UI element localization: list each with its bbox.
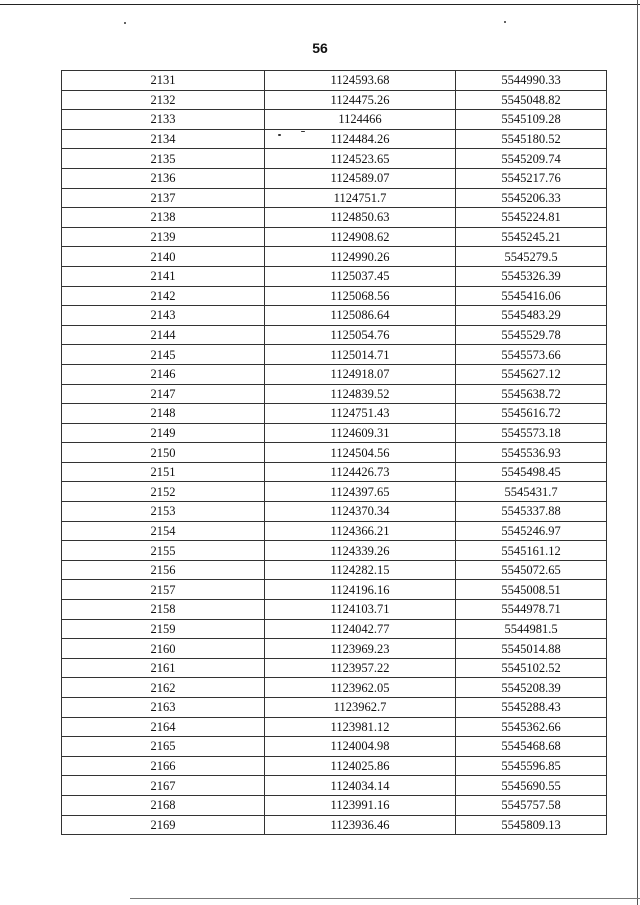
point-number-cell: 2134 [62, 129, 265, 149]
table-row [62, 423, 607, 443]
table-row [62, 600, 607, 620]
x-coordinate-cell: 1124339.26 [265, 541, 456, 561]
scan-speck [504, 21, 506, 23]
point-number-cell: 2131 [62, 71, 265, 91]
y-coordinate-cell: 5545536.93 [456, 443, 607, 463]
x-coordinate-cell: 1124196.16 [265, 580, 456, 600]
y-coordinate-cell: 5545468.68 [456, 737, 607, 757]
point-number-cell: 2138 [62, 208, 265, 228]
x-coordinate-cell: 1124103.71 [265, 600, 456, 620]
y-coordinate-cell: 5545498.45 [456, 462, 607, 482]
y-coordinate-cell: 5545326.39 [456, 266, 607, 286]
table-row [62, 286, 607, 306]
point-number-cell: 2165 [62, 737, 265, 757]
x-coordinate-cell: 1124426.73 [265, 462, 456, 482]
x-coordinate-cell: 1124370.34 [265, 502, 456, 522]
table-row [62, 815, 607, 835]
table-row [62, 90, 607, 110]
point-number-cell: 2168 [62, 795, 265, 815]
y-coordinate-cell: 5545180.52 [456, 129, 607, 149]
page-right-border [637, 0, 638, 905]
point-number-cell: 2146 [62, 364, 265, 384]
y-coordinate-cell: 5545616.72 [456, 404, 607, 424]
y-coordinate-cell: 5545072.65 [456, 560, 607, 580]
x-coordinate-cell: 1124042.77 [265, 619, 456, 639]
x-coordinate-cell: 1124025.86 [265, 756, 456, 776]
x-coordinate-cell: 1124839.52 [265, 384, 456, 404]
x-coordinate-cell: 1125014.71 [265, 345, 456, 365]
y-coordinate-cell: 5545246.97 [456, 521, 607, 541]
y-coordinate-cell: 5545208.39 [456, 678, 607, 698]
x-coordinate-cell: 1124918.07 [265, 364, 456, 384]
table-row [62, 364, 607, 384]
y-coordinate-cell: 5545431.7 [456, 482, 607, 502]
y-coordinate-cell: 5545573.18 [456, 423, 607, 443]
x-coordinate-cell: 1124466 [265, 110, 456, 130]
x-coordinate-cell: 1123962.7 [265, 698, 456, 718]
x-coordinate-cell: 1123962.05 [265, 678, 456, 698]
table-row [62, 404, 607, 424]
y-coordinate-cell: 5544981.5 [456, 619, 607, 639]
table-row [62, 737, 607, 757]
point-number-cell: 2164 [62, 717, 265, 737]
x-coordinate-cell: 1124504.56 [265, 443, 456, 463]
x-coordinate-cell: 1124004.98 [265, 737, 456, 757]
coordinates-table-body [62, 71, 607, 835]
y-coordinate-cell: 5544990.33 [456, 71, 607, 91]
point-number-cell: 2160 [62, 639, 265, 659]
table-row [62, 482, 607, 502]
point-number-cell: 2148 [62, 404, 265, 424]
table-row [62, 462, 607, 482]
table-row [62, 443, 607, 463]
y-coordinate-cell: 5545362.66 [456, 717, 607, 737]
y-coordinate-cell: 5545573.66 [456, 345, 607, 365]
table-row [62, 325, 607, 345]
table-row [62, 717, 607, 737]
point-number-cell: 2166 [62, 756, 265, 776]
y-coordinate-cell: 5545161.12 [456, 541, 607, 561]
table-row [62, 560, 607, 580]
table-row [62, 168, 607, 188]
point-number-cell: 2144 [62, 325, 265, 345]
y-coordinate-cell: 5545638.72 [456, 384, 607, 404]
point-number-cell: 2155 [62, 541, 265, 561]
x-coordinate-cell: 1125086.64 [265, 306, 456, 326]
point-number-cell: 2142 [62, 286, 265, 306]
table-row [62, 795, 607, 815]
x-coordinate-cell: 1124908.62 [265, 227, 456, 247]
x-coordinate-cell: 1124282.15 [265, 560, 456, 580]
y-coordinate-cell: 5545048.82 [456, 90, 607, 110]
y-coordinate-cell: 5545245.21 [456, 227, 607, 247]
y-coordinate-cell: 5545209.74 [456, 149, 607, 169]
table-row [62, 580, 607, 600]
table-row [62, 756, 607, 776]
x-coordinate-cell: 1125037.45 [265, 266, 456, 286]
y-coordinate-cell: 5545206.33 [456, 188, 607, 208]
table-row [62, 345, 607, 365]
x-coordinate-cell: 1124609.31 [265, 423, 456, 443]
point-number-cell: 2153 [62, 502, 265, 522]
point-number-cell: 2162 [62, 678, 265, 698]
point-number-cell: 2152 [62, 482, 265, 502]
table-row [62, 129, 607, 149]
y-coordinate-cell: 5545809.13 [456, 815, 607, 835]
table-row [62, 521, 607, 541]
table-row [62, 227, 607, 247]
y-coordinate-cell: 5545288.43 [456, 698, 607, 718]
point-number-cell: 2140 [62, 247, 265, 267]
y-coordinate-cell: 5544978.71 [456, 600, 607, 620]
x-coordinate-cell: 1124366.21 [265, 521, 456, 541]
point-number-cell: 2141 [62, 266, 265, 286]
point-number-cell: 2143 [62, 306, 265, 326]
table-row [62, 188, 607, 208]
point-number-cell: 2150 [62, 443, 265, 463]
x-coordinate-cell: 1124484.26 [265, 129, 456, 149]
x-coordinate-cell: 1124751.7 [265, 188, 456, 208]
table-row [62, 306, 607, 326]
x-coordinate-cell: 1123981.12 [265, 717, 456, 737]
y-coordinate-cell: 5545690.55 [456, 776, 607, 796]
y-coordinate-cell: 5545279.5 [456, 247, 607, 267]
y-coordinate-cell: 5545224.81 [456, 208, 607, 228]
x-coordinate-cell: 1125068.56 [265, 286, 456, 306]
table-row [62, 110, 607, 130]
point-number-cell: 2139 [62, 227, 265, 247]
point-number-cell: 2147 [62, 384, 265, 404]
x-coordinate-cell: 1124990.26 [265, 247, 456, 267]
y-coordinate-cell: 5545596.85 [456, 756, 607, 776]
x-coordinate-cell: 1123957.22 [265, 658, 456, 678]
table-row [62, 71, 607, 91]
point-number-cell: 2151 [62, 462, 265, 482]
point-number-cell: 2169 [62, 815, 265, 835]
table-row [62, 502, 607, 522]
point-number-cell: 2137 [62, 188, 265, 208]
table-row [62, 698, 607, 718]
y-coordinate-cell: 5545102.52 [456, 658, 607, 678]
point-number-cell: 2163 [62, 698, 265, 718]
table-row [62, 776, 607, 796]
point-number-cell: 2156 [62, 560, 265, 580]
y-coordinate-cell: 5545217.76 [456, 168, 607, 188]
x-coordinate-cell: 1124589.07 [265, 168, 456, 188]
x-coordinate-cell: 1124593.68 [265, 71, 456, 91]
point-number-cell: 2159 [62, 619, 265, 639]
point-number-cell: 2136 [62, 168, 265, 188]
point-number-cell: 2145 [62, 345, 265, 365]
y-coordinate-cell: 5545627.12 [456, 364, 607, 384]
point-number-cell: 2161 [62, 658, 265, 678]
point-number-cell: 2157 [62, 580, 265, 600]
x-coordinate-cell: 1123991.16 [265, 795, 456, 815]
table-row [62, 384, 607, 404]
point-number-cell: 2149 [62, 423, 265, 443]
point-number-cell: 2133 [62, 110, 265, 130]
y-coordinate-cell: 5545483.29 [456, 306, 607, 326]
table-row [62, 149, 607, 169]
y-coordinate-cell: 5545008.51 [456, 580, 607, 600]
point-number-cell: 2167 [62, 776, 265, 796]
point-number-cell: 2132 [62, 90, 265, 110]
table-row [62, 266, 607, 286]
x-coordinate-cell: 1125054.76 [265, 325, 456, 345]
x-coordinate-cell: 1123936.46 [265, 815, 456, 835]
page-bottom-border [130, 898, 640, 899]
y-coordinate-cell: 5545337.88 [456, 502, 607, 522]
point-number-cell: 2154 [62, 521, 265, 541]
y-coordinate-cell: 5545416.06 [456, 286, 607, 306]
table-row [62, 619, 607, 639]
y-coordinate-cell: 5545109.28 [456, 110, 607, 130]
y-coordinate-cell: 5545014.88 [456, 639, 607, 659]
y-coordinate-cell: 5545757.58 [456, 795, 607, 815]
x-coordinate-cell: 1124034.14 [265, 776, 456, 796]
point-number-cell: 2158 [62, 600, 265, 620]
x-coordinate-cell: 1124397.65 [265, 482, 456, 502]
page-top-border [0, 4, 640, 5]
y-coordinate-cell: 5545529.78 [456, 325, 607, 345]
x-coordinate-cell: 1124523.65 [265, 149, 456, 169]
table-row [62, 658, 607, 678]
x-coordinate-cell: 1124475.26 [265, 90, 456, 110]
page-number: 56 [312, 40, 328, 56]
coordinates-table [61, 70, 607, 835]
point-number-cell: 2135 [62, 149, 265, 169]
table-row [62, 208, 607, 228]
x-coordinate-cell: 1124751.43 [265, 404, 456, 424]
scan-speck [124, 22, 126, 24]
x-coordinate-cell: 1124850.63 [265, 208, 456, 228]
table-row [62, 247, 607, 267]
table-row [62, 541, 607, 561]
x-coordinate-cell: 1123969.23 [265, 639, 456, 659]
table-row [62, 639, 607, 659]
table-row [62, 678, 607, 698]
